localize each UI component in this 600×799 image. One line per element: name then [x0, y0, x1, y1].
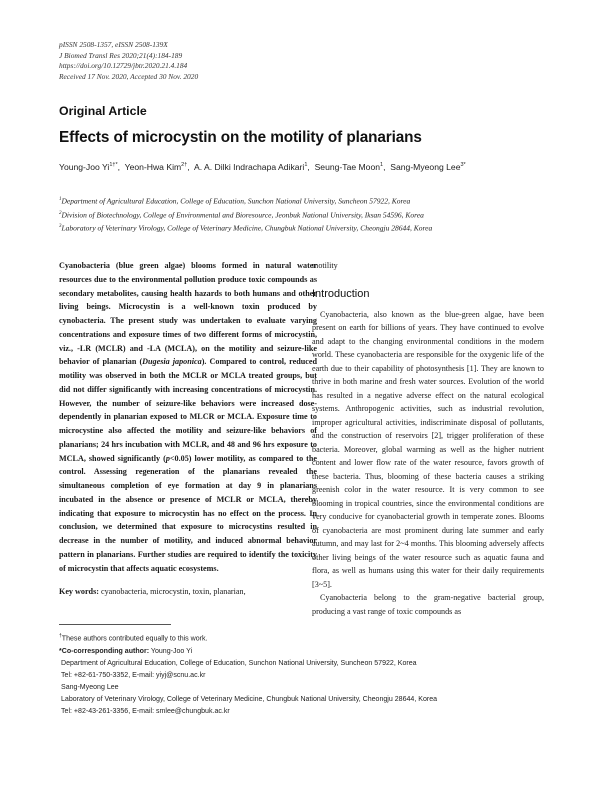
received-dates: Received 17 Nov. 2020, Accepted 30 Nov. 2020: [59, 71, 199, 81]
keywords-label: Key words:: [59, 587, 99, 597]
corresponding-name: Sang-Myeong Lee: [61, 683, 119, 691]
keywords-continuation: motility: [312, 261, 338, 270]
contact-line: Tel: +82-61-750-3352, E-mail: yiyj@scnu.ac.kr: [61, 671, 206, 679]
paragraph: Cyanobacteria, also known as the blue-green algae, have been present on earth for billions of years. They have continued to evolve and adapt to the changing environmental conditions in the modern world. These cyanobacteria are responsible for the oxygenic life of the earth due to their capability of photosynthesis [1]. They are known to thrive in both marine and fresh water sources. Evolution of the world has resulted in a negative adverse effect on the natural ecological systems. Anthropogenic activities, such as industrial revolution, improper agricultural activities, indiscriminate disposal of pollutants, and the construction of reservoirs [2], trigger proliferation of these bacteria. Moreover, global warming as well as the higher nutrient content and lower flow rate of the water resource, favors growth of these bacteria. Thus, blooming of these bacteria causes a striking greenish color in the water resource. It is very common to see blooming in tropical countries, since the environmental conditions are very conducive for cyanobacterial growth in temperate zones. Blooms of cyanobacteria are most prominent during late summer and early autumn, and may last for 2~4 months. This blooming adversely affects other living beings of the water resource such as aquatic fauna and flora, as well as humans using this water for their daily requirements [3~5].: [312, 309, 544, 589]
issn-line: pISSN 2508-1357, eISSN 2508-139X: [59, 40, 168, 49]
footnote-divider: [59, 624, 171, 625]
author-marker: 1†*: [109, 162, 118, 169]
left-column: [59, 259, 317, 599]
abstract-text: <0.05) lower motility, as compared to the control. Assessing regeneration of the planarians revealed the simultaneous completion of eye formation at day 9 in planarians incubated in the absence or presence of MCLR or MCLA, thereby indicating that exposure to microcystin has no effect on the process. In conclusion, we determined that exposure to microcystins resulted in decrease in the number of motility, and induced abnormal behavior pattern in planarians. Further studies are required to identify the toxicity of microcystin that affects aquatic ecosystems.: [59, 453, 317, 573]
corresponding-name: Young-Joo Yi: [150, 647, 193, 655]
article-type: Original Article: [59, 104, 147, 118]
author-marker: 1: [380, 162, 384, 169]
affiliation-text: Laboratory of Veterinary Virology, College of Veterinary Medicine, Chungbuk National University, Cheongju 28644, Korea: [61, 223, 433, 233]
author-marker: 1: [304, 162, 308, 169]
species-name: Dugesia japonica: [142, 357, 202, 367]
keywords: [59, 585, 317, 599]
affiliation-text: Department of Agricultural Education, College of Education, Sunchon National University, Suncheon 57922, Korea: [61, 196, 411, 206]
author-name: A. A. Dilki Indrachapa Adikari: [193, 162, 305, 172]
affiliation-line: Department of Agricultural Education, College of Education, Sunchon National University, Suncheon 57922, Korea: [61, 659, 417, 667]
paragraph: Cyanobacteria belong to the gram-negative bacterial group, producing a vast range of toxic compounds as: [312, 593, 544, 616]
abstract-text: Cyanobacteria (blue green algae) blooms formed in natural water resources due to the environmental pollution produce toxic compounds as secondary metabolites, causing health hazards to both humans and other living beings. Microcystin is a well-known toxin produced by cynobacteria. The present study was undertaken to evaluate varying concentrations and exposure times of two different forms of microcystin, viz., -LR (MCLR) and -LA (MCLA), on the motility and seizure-like behavior of planarian (: [59, 261, 317, 367]
author-marker: 3*: [460, 162, 466, 169]
author-name: Young-Joo Yi: [59, 162, 110, 172]
affiliation-item: [59, 208, 432, 222]
author-name: Seung-Tae Moon: [314, 162, 381, 172]
section-heading-introduction: Introduction: [312, 287, 370, 300]
introduction-body: [312, 308, 544, 619]
affiliation-marker: 3: [59, 224, 62, 230]
corresponding-author-note: [59, 646, 437, 658]
footnote-text: These authors contributed equally to this work.: [61, 635, 208, 643]
author-name: Yeon-Hwa Kim: [124, 162, 182, 172]
abstract-text: ). Compared to control, reduced motility was observed in both the MCLR or MCLA treated groups, but did not differ significantly with increasing concentrations of microcystin. However, the number of seizure-like behaviors were increased dose-dependently in planarian exposed to MLCR or MCLA. Exposure time to microcystine also affected the motility and seizure-like behaviors of planarians; 24 hrs incubation with MCLR, and 48 and 96 hrs exposure to MCLA, showed significantly (: [59, 357, 317, 463]
paper-title: Effects of microcystin on the motility of planarians: [59, 129, 422, 146]
doi-link[interactable]: https://doi.org/10.12729/jbtr.2020.21.4.184: [59, 61, 188, 71]
equal-contribution-note: [59, 630, 437, 646]
author-name: Sang-Myeong Lee: [390, 162, 461, 172]
affiliation-list: [59, 194, 432, 235]
journal-meta: [59, 40, 198, 82]
affiliation-text: Division of Biotechnology, College of Environmental and Bioresource, Jeonbuk National University, Iksan 54596, Korea: [61, 210, 424, 220]
affiliation-item: [59, 221, 432, 235]
keywords-text: cyanobacteria, microcystin, toxin, planarian,: [100, 587, 246, 597]
author-marker: 2†: [181, 162, 188, 169]
contact-line: Tel: +82-43-261-3356, E-mail: smlee@chungbuk.ac.kr: [61, 708, 230, 716]
abstract: [59, 259, 317, 575]
p-value-symbol: p: [165, 453, 170, 463]
affiliation-item: [59, 194, 432, 208]
footnotes: [59, 630, 437, 718]
affiliation-line: Laboratory of Veterinary Virology, College of Veterinary Medicine, Chungbuk National University, Cheongju 28644, Korea: [61, 696, 438, 704]
right-column: [312, 259, 544, 618]
corresponding-label: *Co-corresponding author:: [59, 647, 150, 655]
affiliation-marker: 2: [59, 210, 62, 216]
affiliation-marker: 1: [59, 197, 62, 202]
dagger-marker: †: [59, 633, 62, 639]
journal-citation: J Biomed Transl Res 2020;21(4):184-189: [59, 50, 183, 60]
author-list: Young-Joo $Yi^{1\dagger*}$, Yeon-Hwa Kim$^{2\dagger}$, A. A. Dilki Indrachapa Adikari$^1$, Seung-Tae Moon$^1$, Sang-Myeong Lee$^{3*}$: [59, 162, 466, 172]
